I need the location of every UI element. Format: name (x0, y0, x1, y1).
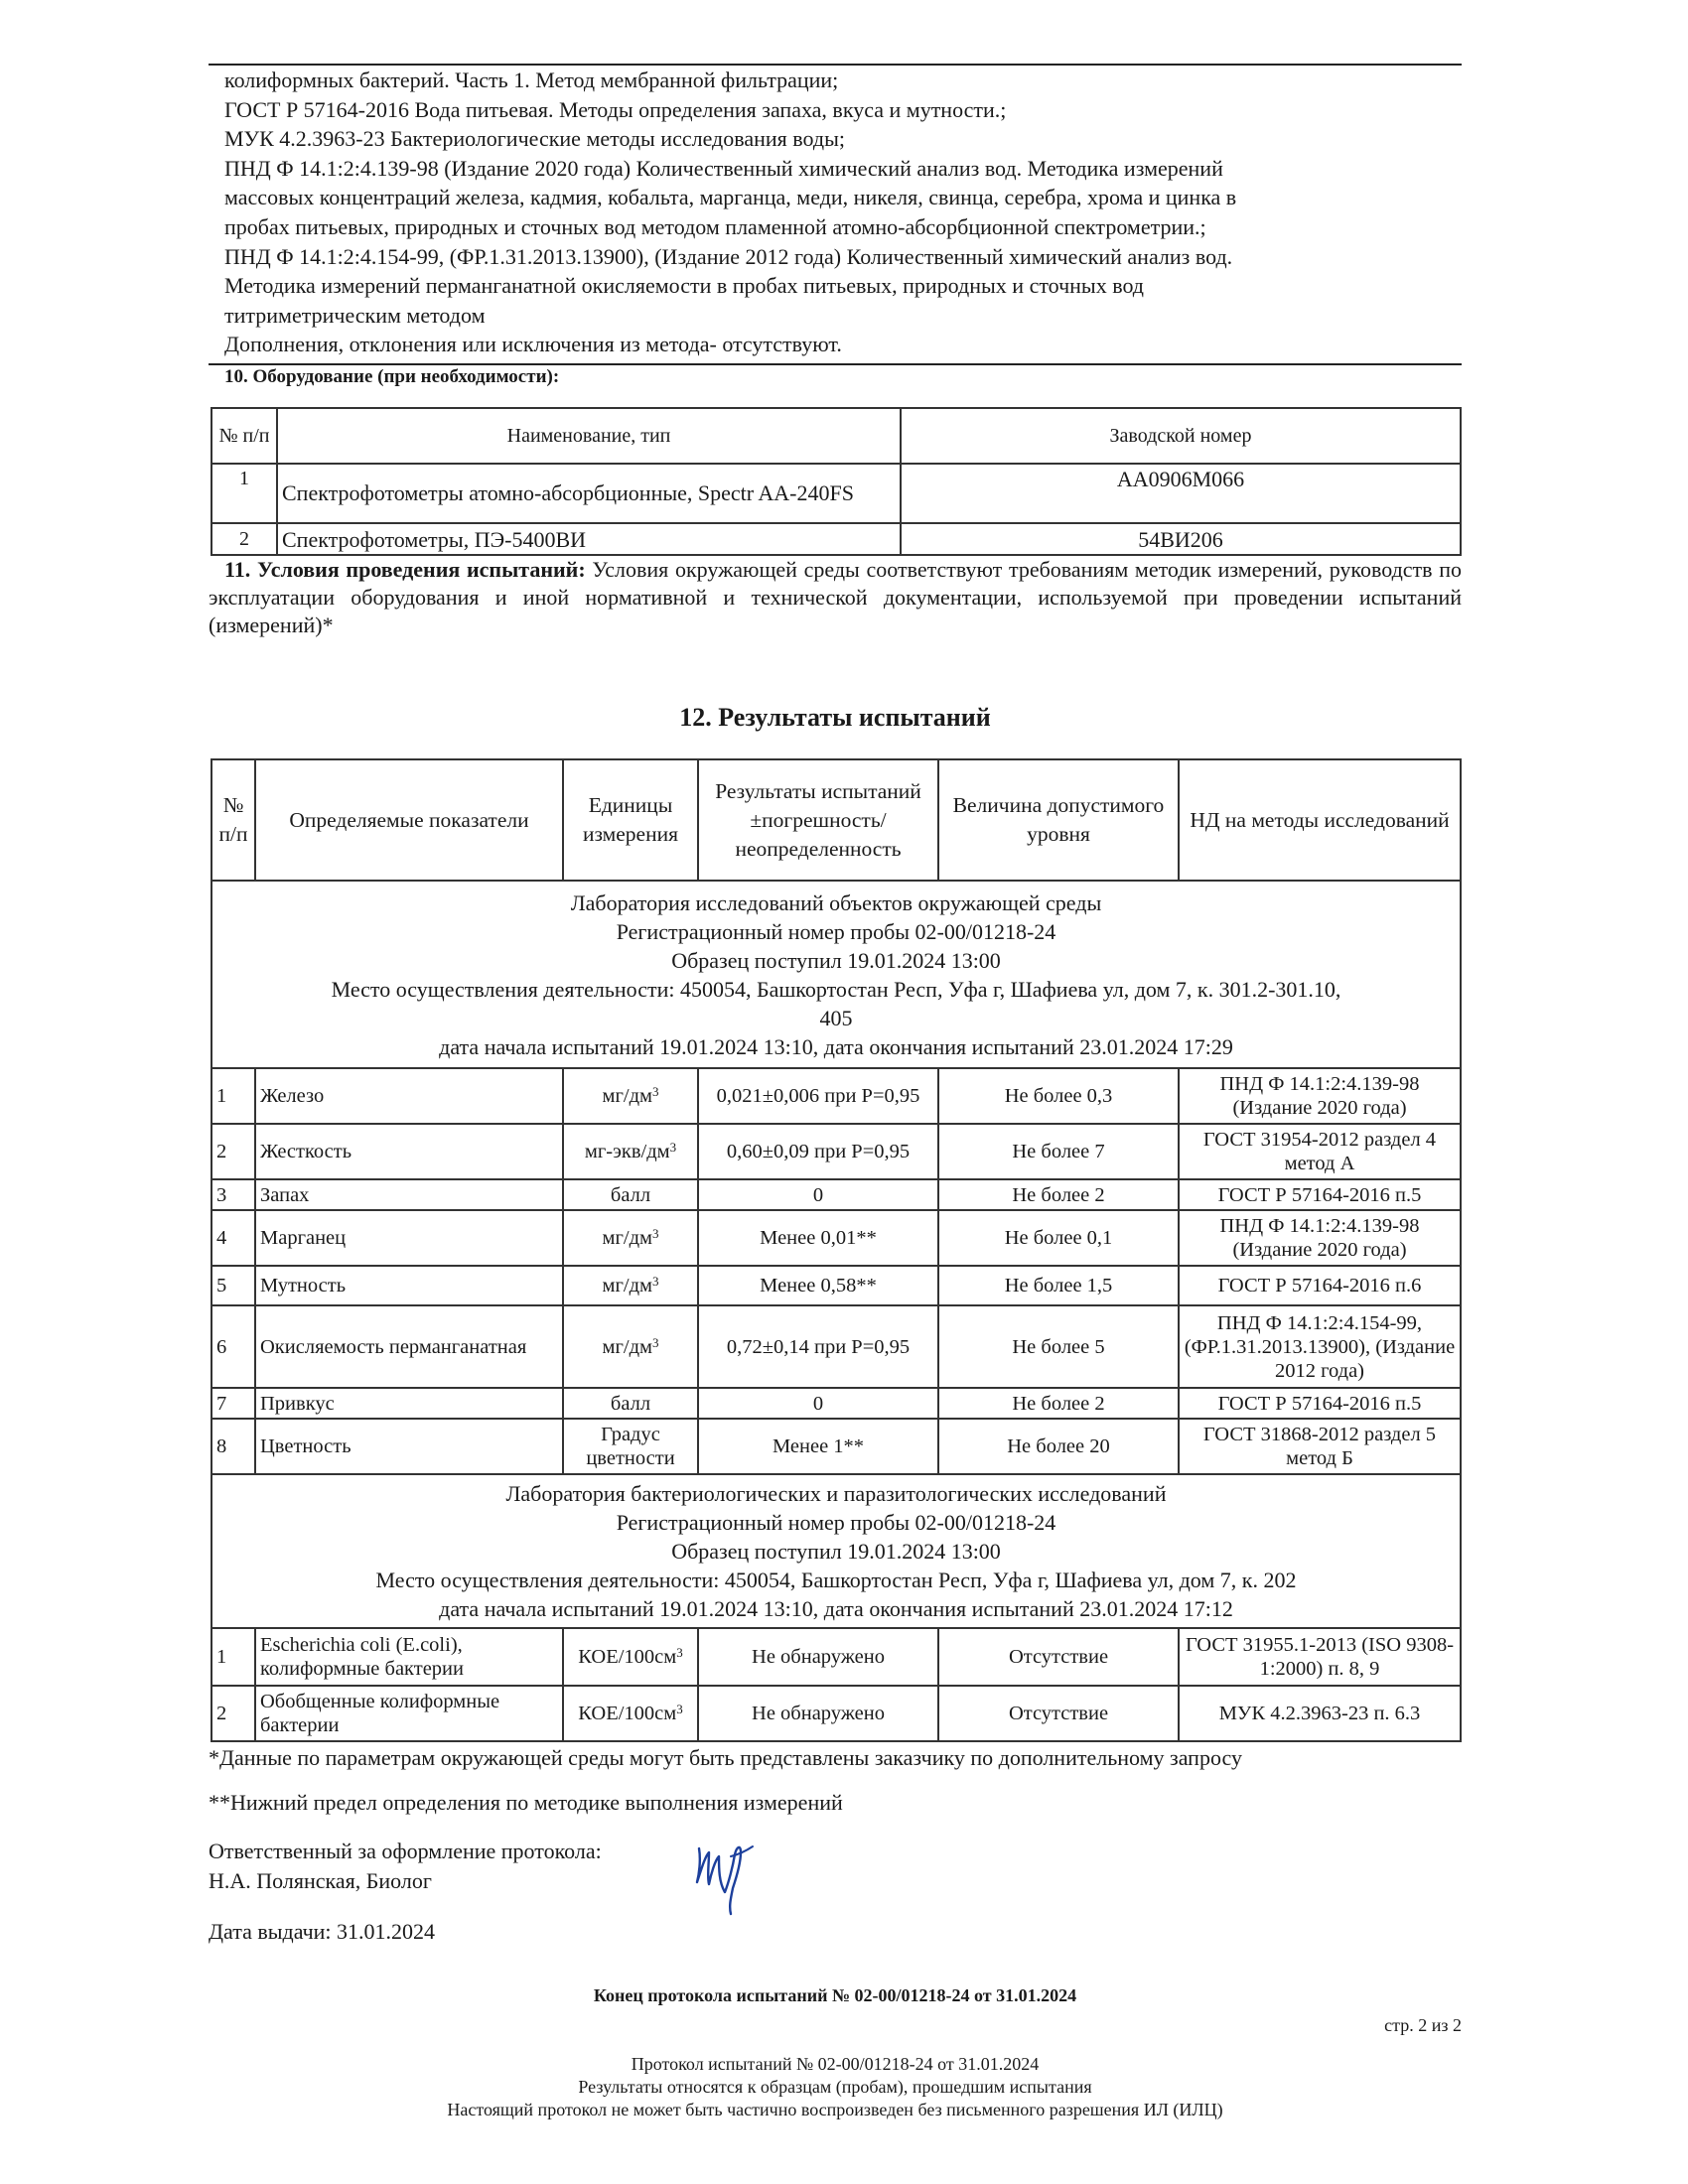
equipment-row: 1 Спектрофотометры атомно-абсорбционные, Spectr AA-240FS АА0906М066 (211, 464, 1461, 523)
method-line: МУК 4.2.3963-23 Бактериологические методы исследования воды; (224, 126, 845, 152)
method-line: ГОСТ Р 57164-2016 Вода питьевая. Методы определения запаха, вкуса и мутности.; (224, 96, 1007, 122)
section-11-label: 11. Условия проведения испытаний: (224, 557, 586, 582)
table-row: 3 Запах балл 0 Не более 2 ГОСТ Р 57164-2016 п.5 (211, 1179, 1461, 1210)
header-result: Результаты испытаний ±погрешность/ неопределенность (698, 759, 938, 881)
equipment-header-row (211, 408, 1461, 464)
section-11 (209, 556, 1462, 639)
header-unit: Единицы измерения (563, 759, 698, 881)
header-serial: Заводской номер (901, 408, 1461, 464)
header-num: № п/п (211, 759, 255, 881)
header-param: Определяемые показатели (255, 759, 563, 881)
footer-line: Настоящий протокол не может быть частично воспроизведен без письменного разрешения ИЛ (ИЛЦ) (447, 2100, 1223, 2119)
results-table (211, 758, 1462, 1742)
protocol-end-line: Конец протокола испытаний № 02-00/01218-24 от 31.01.2024 (593, 1985, 1077, 2005)
method-line: Дополнения, отклонения или исключения из метода- отсутствуют. (224, 332, 842, 357)
page-footer (209, 2053, 1462, 2121)
method-line: ПНД Ф 14.1:2:4.139-98 (Издание 2020 года) Количественный химический анализ вод. Методика измерений (224, 155, 1223, 181)
header-num: № п/п (211, 408, 277, 464)
table-row: 8 Цветность Градус цветности Менее 1** Не более 20 ГОСТ 31868-2012 раздел 5 метод Б (211, 1419, 1461, 1474)
section-rule (209, 363, 1462, 365)
table-row: 1 Железо $мг/дм^3$ 0,021±0,006 при Р=0,95 Не более 0,3 ПНД Ф 14.1:2:4.139-98 (Издание 2020 года) (211, 1068, 1461, 1124)
lab-info-cell: Лаборатория исследований объектов окружающей среды Регистрационный номер пробы 02-00/01218-24 Образец поступил 19.01.2024 13:00 Место осуществления деятельности: 450054, Башкортостан Респ, Уфа г, Шафиева ул, дом 7, к. 301.2-301.10, 405 дата начала испытаний 19.01.2024 13:10, дата окончания испытаний 23.01.2024 17:29 (211, 881, 1461, 1068)
table-row: 1 Escherichia coli (E.coli), колиформные бактерии КОЕ/$100см^3$ Не обнаружено Отсутствие ГОСТ 31955.1-2013 (ISO 9308-1:2000) п. 8, 9 (211, 1628, 1461, 1686)
methods-list (224, 66, 1456, 359)
responsible-block (209, 1837, 602, 1896)
lab-info-row (211, 881, 1461, 1068)
table-row: 2 Обобщенные колиформные бактерии КОЕ/$100см^3$ Не обнаружено Отсутствие МУК 4.2.3963-23 п. 6.3 (211, 1686, 1461, 1741)
footer-line: Результаты относятся к образцам (пробам), прошедшим испытания (578, 2077, 1092, 2097)
section-11-text: Условия окружающей среды соответствуют требованиям методик измерений, руководств по эксплуатации оборудования и иной нормативной и технической документации, используемой при проведении испытаний (измерений)* (209, 557, 1462, 637)
footnote-env: *Данные по параметрам окружающей среды могут быть представлены заказчику по дополнительному запросу (209, 1745, 1242, 1770)
results-header-row (211, 759, 1461, 881)
table-row: 6 Окисляемость перманганатная $мг/дм^3$ 0,72±0,14 при Р=0,95 Не более 5 ПНД Ф 14.1:2:4.154-99, (ФР.1.31.2013.13900), (Издание 2012 года) (211, 1305, 1461, 1388)
header-limit: Величина допустимого уровня (938, 759, 1179, 881)
signature (685, 1827, 765, 1916)
table-row: 2 Жесткость $мг-экв/дм^3$ 0,60±0,09 при Р=0,95 Не более 7 ГОСТ 31954-2012 раздел 4 метод А (211, 1124, 1461, 1179)
table-row: 4 Марганец $мг/дм^3$ Менее 0,01** Не более 0,1 ПНД Ф 14.1:2:4.139-98 (Издание 2020 года) (211, 1210, 1461, 1266)
issue-date: Дата выдачи: 31.01.2024 (209, 1919, 436, 1944)
method-line: Методика измерений перманганатной окисляемости в пробах питьевых, природных и сточных вод (224, 273, 1144, 299)
method-line: массовых концентраций железа, кадмия, кобальта, марганца, меди, никеля, свинца, серебра, хрома и цинка в (224, 185, 1237, 210)
method-line: колиформных бактерий. Часть 1. Метод мембранной фильтрации; (224, 68, 839, 92)
lab-info-cell: Лаборатория бактериологических и паразитологических исследований Регистрационный номер пробы 02-00/01218-24 Образец поступил 19.01.2024 13:00 Место осуществления деятельности: 450054, Башкортостан Респ, Уфа г, Шафиева ул, дом 7, к. 202 дата начала испытаний 19.01.2024 13:10, дата окончания испытаний 23.01.2024 17:12 (211, 1474, 1461, 1628)
table-row: 5 Мутность $мг/дм^3$ Менее 0,58** Не более 1,5 ГОСТ Р 57164-2016 п.6 (211, 1266, 1461, 1305)
lab-info-row (211, 1474, 1461, 1628)
header-name: Наименование, тип (277, 408, 901, 464)
table-row: 7 Привкус балл 0 Не более 2 ГОСТ Р 57164-2016 п.5 (211, 1388, 1461, 1419)
method-line: титриметрическим методом (224, 302, 486, 328)
header-method: НД на методы исследований (1179, 759, 1461, 881)
responsible-label: Ответственный за оформление протокола: (209, 1839, 602, 1863)
method-line: пробах питьевых, природных и сточных вод методом пламенной атомно-абсорбционной спектрометрии.; (224, 213, 1206, 239)
section-12-title: 12. Результаты испытаний (679, 703, 991, 732)
section-10-title: 10. Оборудование (при необходимости): (224, 366, 560, 387)
method-line: ПНД Ф 14.1:2:4.154-99, (ФР.1.31.2013.13900), (Издание 2012 года) Количественный химический анализ вод. (224, 243, 1233, 269)
page-number: стр. 2 из 2 (1384, 2015, 1462, 2035)
footer-line: Протокол испытаний № 02-00/01218-24 от 31.01.2024 (631, 2054, 1040, 2074)
equipment-table (211, 407, 1462, 556)
footnote-limit: **Нижний предел определения по методике выполнения измерений (209, 1790, 843, 1815)
responsible-name: Н.А. Полянская, Биолог (209, 1868, 432, 1893)
equipment-row: 2 Спектрофотометры, ПЭ-5400ВИ 54ВИ206 (211, 523, 1461, 555)
